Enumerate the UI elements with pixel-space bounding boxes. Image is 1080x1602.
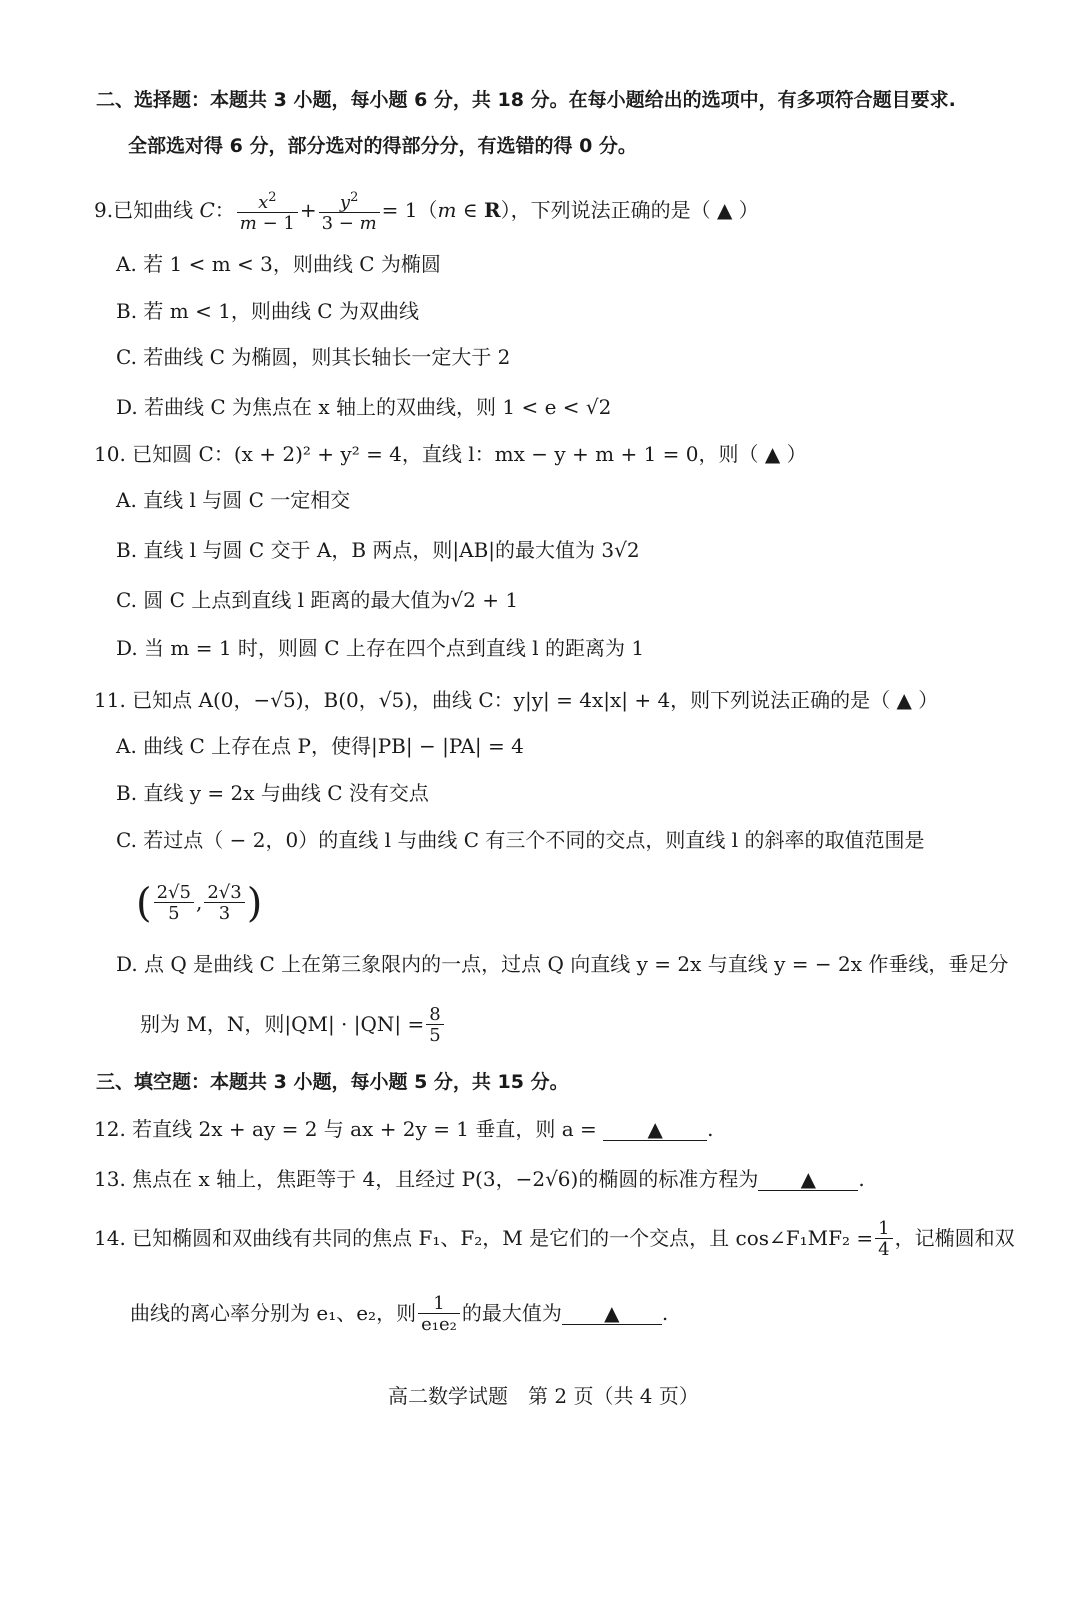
question-9-option-a: A. 若 1 < m < 3，则曲线 C 为椭圆 [116, 252, 441, 276]
question-11-stem: 11. 已知点 A(0，−√5)，B(0，√5)，曲线 C：y|y| = 4x|x| + 4，则下列说法正确的是（ [94, 688, 891, 712]
question-10 [94, 440, 807, 468]
question-9-option-b: B. 若 m < 1，则曲线 C 为双曲线 [116, 299, 419, 323]
answer-blank [562, 1302, 662, 1325]
question-9-stem-start: 已知曲线 [113, 198, 200, 222]
question-10-option-d: D. 当 m = 1 时，则圆 C 上存在四个点到直线 l 的距离为 1 [116, 636, 645, 660]
answer-mark: ▲ [604, 1301, 620, 1325]
answer-mark: ▲ [716, 198, 733, 222]
question-9: 9.已知曲线 C： $\frac{x^2}{m - 1}$ + $\frac{y^2}{3 - m}$ = 1（m ∈ R），下列说法正确的是（ ▲ ） [94, 189, 759, 234]
page-footer: 高二数学试题 第 2 页（共 4 页） [388, 1384, 699, 1408]
question-12 [94, 1115, 714, 1143]
question-13 [94, 1165, 865, 1193]
question-14-line-2-end: 的最大值为 [461, 1301, 562, 1325]
section-3-title: 三、填空题：本题共 3 小题，每小题 5 分，共 15 分。 [96, 1071, 569, 1093]
question-9-stem-end: ，下列说法正确的是（ [510, 198, 711, 222]
question-10-stem: 10. 已知圆 C：(x + 2)² + y² = 4，直线 l：mx − y + m + 1 = 0，则（ [94, 442, 759, 466]
math-fraction: $\frac{1}{4}$ [875, 1220, 892, 1259]
math-fraction: $\frac{8}{5}$ [426, 1006, 443, 1045]
section-2-title: 二、选择题：本题共 3 小题，每小题 6 分，共 18 分。在每小题给出的选项中，有多项符合题目要求. [96, 89, 956, 111]
answer-mark: ▲ [800, 1167, 817, 1191]
question-14-line-2-start: 曲线的离心率分别为 e₁、e₂，则 [130, 1301, 417, 1325]
question-14-line-2 [130, 1288, 668, 1338]
period: . [661, 1301, 669, 1325]
math-fraction: $\frac{y^2}{3 - m}$ [319, 191, 380, 233]
question-13-stem: 13. 焦点在 x 轴上，焦距等于 4，且经过 P(3，−2√6)的椭圆的标准方程为 [94, 1167, 759, 1191]
question-number: 9. [94, 198, 114, 222]
question-11 [94, 686, 938, 714]
question-14-stem-start: 14. 已知椭圆和双曲线有共同的焦点 F₁、F₂，M 是它们的一个交点，且 cos∠F₁MF₂ = [94, 1226, 874, 1250]
answer-blank [603, 1118, 707, 1141]
question-11-option-d: D. 点 Q 是曲线 C 上在第三象限内的一点，过点 Q 向直线 y = 2x 与直线 y = − 2x 作垂线，垂足分 [116, 952, 1009, 976]
question-14-stem-end: ，记椭圆和双 [894, 1226, 1015, 1250]
question-9-option-d: D. 若曲线 C 为焦点在 x 轴上的双曲线，则 1 < e < √2 [116, 395, 612, 419]
paren-open: ( [136, 880, 152, 927]
question-11-option-b: B. 直线 y = 2x 与曲线 C 没有交点 [116, 781, 429, 805]
period: . [858, 1167, 865, 1191]
paren-close: ） [786, 442, 807, 466]
section-2-note: 全部选对得 6 分，部分选对的得部分分，有选错的得 0 分。 [128, 135, 637, 157]
answer-mark: ▲ [764, 442, 781, 466]
question-11-option-c-range: ( $\frac{2√5}{5}$ , $\frac{2√3}{3}$ ) [136, 880, 263, 927]
question-9-option-c: C. 若曲线 C 为椭圆，则其长轴长一定大于 2 [116, 345, 511, 369]
question-10-option-a: A. 直线 l 与圆 C 一定相交 [116, 488, 351, 512]
question-10-option-b: B. 直线 l 与圆 C 交于 A，B 两点，则|AB|的最大值为 3√2 [116, 538, 640, 562]
paren-close: ） [738, 198, 759, 222]
paren-close: ) [246, 880, 263, 927]
paren-close: ） [918, 688, 939, 712]
question-10-option-c: C. 圆 C 上点到直线 l 距离的最大值为√2 + 1 [116, 588, 519, 612]
question-12-stem: 12. 若直线 2x + ay = 2 与 ax + 2y = 1 垂直，则 a = [94, 1117, 597, 1141]
math-fraction: $\frac{1}{\text{e₁e₂}}$ [418, 1295, 460, 1334]
answer-mark: ▲ [647, 1117, 663, 1141]
math-symbol: C [199, 198, 215, 222]
period: . [707, 1117, 714, 1141]
option-d-continuation: 别为 M，N，则|QM| · |QN| = [140, 1012, 425, 1036]
answer-mark: ▲ [896, 688, 912, 712]
answer-blank [758, 1168, 858, 1191]
math-fraction: $\frac{x^2}{m - 1}$ [237, 191, 298, 233]
question-11-option-a: A. 曲线 C 上存在点 P，使得|PB| − |PA| = 4 [116, 734, 524, 758]
math-fraction: $\frac{2√3}{3}$ [204, 884, 244, 923]
question-11-option-d-cont [140, 1002, 446, 1046]
question-14 [94, 1216, 1015, 1260]
math-fraction: $\frac{2√5}{5}$ [154, 884, 194, 923]
question-11-option-c: C. 若过点（ − 2，0）的直线 l 与曲线 C 有三个不同的交点，则直线 l 的斜率的取值范围是 [116, 828, 925, 852]
